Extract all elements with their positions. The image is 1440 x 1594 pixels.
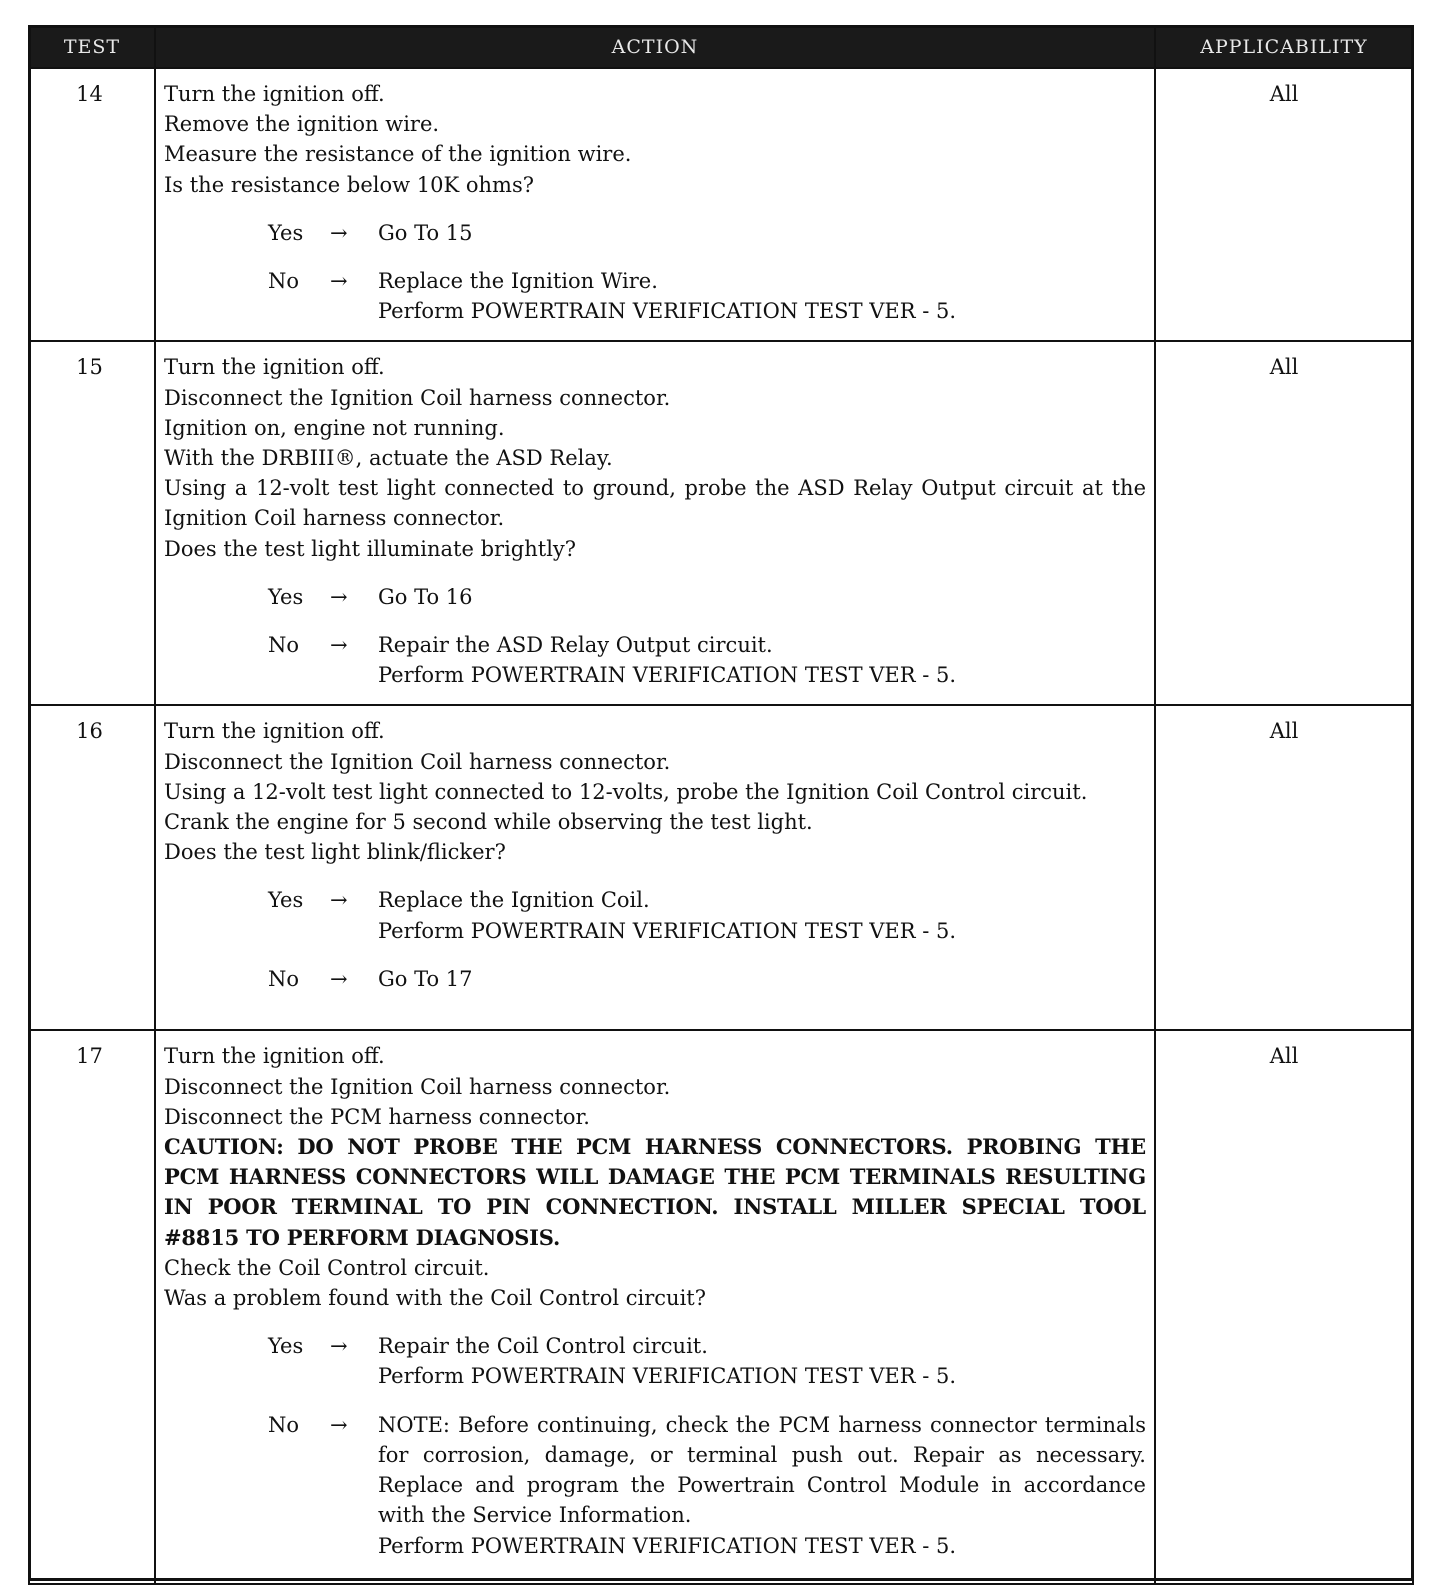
no-label: No <box>268 1412 300 1437</box>
no-branch <box>164 630 1146 690</box>
no-result <box>378 1410 1146 1561</box>
yes-result <box>378 582 1146 612</box>
step: Remove the ignition wire. <box>164 112 440 137</box>
step: Using a 12-volt test light connected to ground, probe the ASD Relay Output circuit at the Ignition Coil harness connector. <box>164 476 1146 531</box>
step: Disconnect the PCM harness connector. <box>164 1104 590 1129</box>
applicability-value: All <box>1155 705 1413 1030</box>
step: Disconnect the Ignition Coil harness connector. <box>164 385 671 410</box>
no-result <box>378 630 1146 690</box>
yes-branch <box>164 885 1146 945</box>
step: Is the resistance below 10K ohms? <box>164 172 534 197</box>
test-number: 16 <box>29 705 155 1030</box>
no-branch <box>164 266 1146 326</box>
step: Disconnect the Ignition Coil harness connector. <box>164 1074 671 1099</box>
no-label: No <box>268 269 300 294</box>
result-line: Perform POWERTRAIN VERIFICATION TEST VER - 5. <box>378 918 957 943</box>
step: Turn the ignition off. <box>164 719 385 744</box>
step: Disconnect the Ignition Coil harness connector. <box>164 749 671 774</box>
arrow-right-icon: → <box>330 888 348 913</box>
yes-branch <box>164 218 1146 248</box>
step: With the DRBIII®, actuate the ASD Relay. <box>164 446 613 471</box>
arrow-right-icon: → <box>330 633 348 658</box>
result-line: Go To 16 <box>378 584 473 609</box>
caution-text: CAUTION: DO NOT PROBE THE PCM HARNESS CONNECTORS. PROBING THE PCM HARNESS CONNECTORS WILL DAMAGE THE PCM TERMINALS RESULTING IN POOR TERMINAL TO PIN CONNECTION. INSTALL MILLER SPECIAL TOOL #8815 TO PERFORM DIAGNOSIS. <box>164 1134 1146 1250</box>
applicability-value: All <box>1155 68 1413 341</box>
header-applicability: APPLICABILITY <box>1155 26 1413 68</box>
yes-result <box>378 218 1146 248</box>
test-number: 15 <box>29 341 155 705</box>
yes-label: Yes <box>268 220 304 245</box>
no-result <box>378 964 1146 994</box>
result-line: Go To 17 <box>378 966 473 991</box>
table-row <box>29 341 1413 705</box>
step: Check the Coil Control circuit. <box>164 1255 490 1280</box>
action-cell <box>155 1030 1155 1584</box>
action-cell <box>155 68 1155 341</box>
yes-label: Yes <box>268 1334 304 1359</box>
action-cell <box>155 341 1155 705</box>
result-line: Repair the Coil Control circuit. <box>378 1334 708 1359</box>
result-line: Repair the ASD Relay Output circuit. <box>378 633 773 658</box>
arrow-right-icon: → <box>330 220 348 245</box>
result-line: Perform POWERTRAIN VERIFICATION TEST VER - 5. <box>378 663 957 688</box>
yes-result <box>378 1331 1146 1391</box>
action-cell <box>155 705 1155 1030</box>
step: Was a problem found with the Coil Control circuit? <box>164 1286 706 1311</box>
arrow-right-icon: → <box>330 269 348 294</box>
result-line: Replace the Ignition Coil. <box>378 888 650 913</box>
no-label: No <box>268 966 300 991</box>
yes-branch <box>164 582 1146 612</box>
table-row <box>29 705 1413 1030</box>
no-branch <box>164 1410 1146 1561</box>
arrow-right-icon: → <box>330 1334 348 1359</box>
result-line: Go To 15 <box>378 220 473 245</box>
header-action: ACTION <box>155 26 1155 68</box>
step: Ignition on, engine not running. <box>164 415 505 440</box>
no-result <box>378 266 1146 326</box>
diagnostic-procedure-page <box>28 25 1412 1585</box>
test-number: 14 <box>29 68 155 341</box>
yes-label: Yes <box>268 584 304 609</box>
step: Turn the ignition off. <box>164 1044 385 1069</box>
yes-result <box>378 885 1146 945</box>
step: Crank the engine for 5 second while observing the test light. <box>164 810 813 835</box>
step: Turn the ignition off. <box>164 82 385 106</box>
diagnostic-table <box>28 25 1414 1585</box>
yes-label: Yes <box>268 888 304 913</box>
step: Turn the ignition off. <box>164 355 385 380</box>
table-row <box>29 1030 1413 1584</box>
applicability-value: All <box>1155 1030 1413 1584</box>
step: Does the test light blink/flicker? <box>164 840 506 865</box>
yes-branch <box>164 1331 1146 1391</box>
applicability-value: All <box>1155 341 1413 705</box>
table-row <box>29 68 1413 341</box>
step: Using a 12-volt test light connected to 12-volts, probe the Ignition Coil Control circuit. <box>164 779 1088 804</box>
test-number: 17 <box>29 1030 155 1584</box>
no-label: No <box>268 633 300 658</box>
step: Measure the resistance of the ignition wire. <box>164 142 632 167</box>
arrow-right-icon: → <box>330 584 348 609</box>
result-line: Perform POWERTRAIN VERIFICATION TEST VER - 5. <box>378 1364 957 1389</box>
note-text: NOTE: Before continuing, check the PCM harness connector terminals for corrosion, damage, or terminal push out. Repair as necessary. Replace and program the Powertrain Control Module in accordance with the Service Information. <box>378 1412 1146 1528</box>
no-branch <box>164 964 1146 994</box>
result-line: Perform POWERTRAIN VERIFICATION TEST VER - 5. <box>378 1533 957 1558</box>
table-header <box>29 26 1413 68</box>
step: Does the test light illuminate brightly? <box>164 536 577 561</box>
arrow-right-icon: → <box>330 966 348 991</box>
arrow-right-icon: → <box>330 1412 348 1437</box>
result-line: Perform POWERTRAIN VERIFICATION TEST VER - 5. <box>378 299 957 324</box>
header-test: TEST <box>29 26 155 68</box>
result-line: Replace the Ignition Wire. <box>378 269 658 294</box>
